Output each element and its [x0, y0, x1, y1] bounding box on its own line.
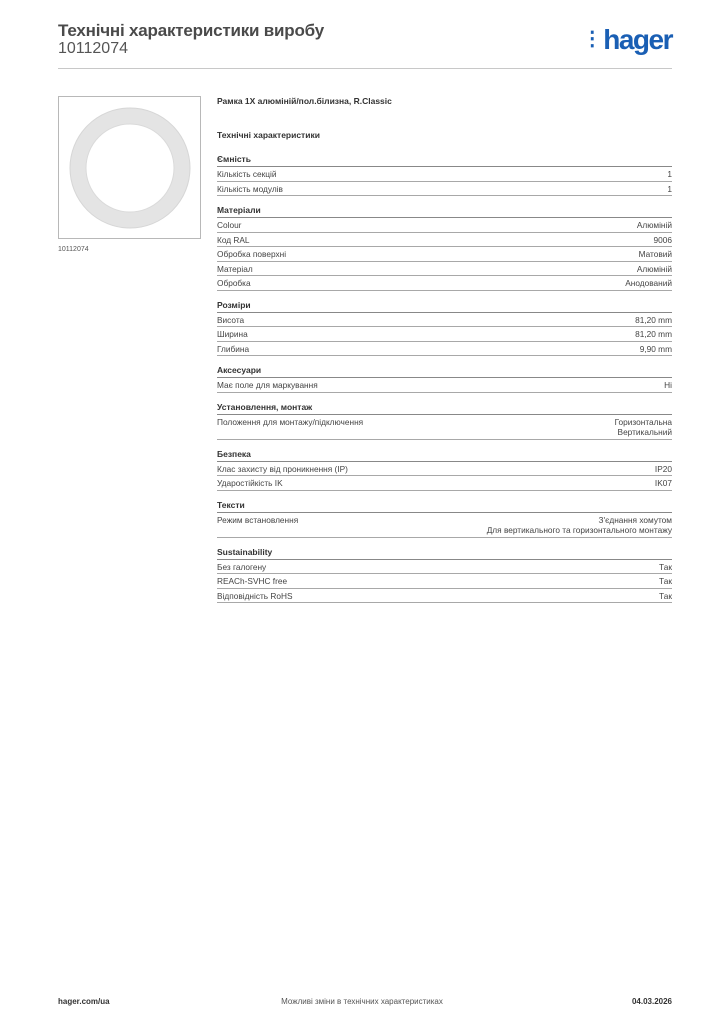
spec-value [640, 344, 672, 355]
section-title: Sustainability [217, 547, 672, 560]
spec-value-line: Так [659, 590, 672, 601]
frame-ring-image [68, 106, 192, 230]
logo-dots-icon: ⋮ [582, 28, 603, 50]
spec-row [217, 247, 672, 262]
spec-value-line: Для вертикального та горизонтального монтажу [486, 525, 672, 535]
spec-value-line: Ні [664, 380, 672, 390]
spec-value-line: 9,90 mm [639, 343, 672, 354]
spec-value-line: Алюміній [636, 263, 672, 274]
spec-value [487, 515, 672, 536]
spec-section [217, 449, 672, 491]
section-title: Розміри [217, 300, 672, 313]
spec-section [217, 547, 672, 604]
spec-value-line: Вертикальний [617, 427, 672, 437]
spec-row [217, 182, 672, 197]
hager-logo [582, 24, 672, 55]
spec-row [217, 462, 672, 477]
spec-label: Обробка [217, 278, 251, 288]
spec-row [217, 342, 672, 357]
footer-disclaimer: Можливі зміни в технічних характеристиках [281, 997, 443, 1006]
spec-value [625, 278, 672, 289]
spec-row [217, 574, 672, 589]
spec-value [659, 576, 672, 587]
spec-value-line: Матовий [638, 249, 672, 259]
spec-section [217, 365, 672, 393]
section-title: Тексти [217, 500, 672, 513]
spec-label: Висота [217, 314, 245, 325]
spec-value [655, 464, 672, 475]
logo-text: hager [603, 24, 672, 55]
image-caption: 10112074 [58, 246, 89, 253]
spec-value-line: Горизонтальна [614, 416, 672, 427]
spec-row [217, 513, 672, 538]
spec-section [217, 402, 672, 440]
spec-sections [217, 154, 672, 603]
footer-website: hager.com/ua [58, 997, 110, 1006]
page-title: Технічні характеристики виробу [58, 21, 324, 40]
section-title: Аксесуари [217, 365, 672, 378]
spec-value [635, 315, 672, 326]
spec-content [217, 96, 672, 612]
section-title: Установлення, монтаж [217, 402, 672, 415]
spec-label: Код RAL [217, 234, 250, 245]
spec-value-line: 1 [667, 169, 672, 179]
spec-value-line: 81,20 mm [635, 314, 672, 325]
spec-value [667, 184, 672, 195]
spec-row [217, 476, 672, 491]
spec-label: Без галогену [217, 561, 267, 572]
spec-label: Colour [217, 220, 242, 230]
spec-value [664, 380, 672, 391]
section-title: Ємність [217, 154, 672, 167]
spec-label: Положення для монтажу/підключення [217, 416, 364, 427]
spec-value-line: Алюміній [636, 220, 672, 230]
tech-specs-heading: Технічні характеристики [217, 130, 320, 140]
spec-label: Кількість секцій [217, 169, 277, 179]
spec-label: Ширина [217, 329, 248, 339]
spec-label: Режим встановлення [217, 514, 299, 525]
spec-value-line: IP20 [654, 463, 672, 474]
spec-label: Ударостійкість IK [217, 478, 283, 488]
spec-value [654, 235, 672, 246]
spec-row [217, 327, 672, 342]
spec-section [217, 154, 672, 196]
header-divider [58, 68, 672, 69]
spec-row [217, 313, 672, 328]
spec-value [615, 417, 672, 438]
spec-row [217, 560, 672, 575]
spec-value-line: Так [659, 576, 672, 586]
section-title: Безпека [217, 449, 672, 462]
spec-label: Клас захисту від проникнення (IP) [217, 463, 348, 474]
spec-value [659, 591, 672, 602]
spec-value-line: 9006 [653, 234, 672, 245]
spec-value [667, 169, 672, 180]
product-title: Рамка 1Х алюміній/пол.білизна, R.Classic [217, 96, 392, 106]
spec-label: Має поле для маркування [217, 380, 318, 390]
spec-row [217, 589, 672, 604]
spec-label: Обробка поверхні [217, 249, 287, 259]
spec-value [639, 249, 672, 260]
spec-value [655, 478, 672, 489]
spec-row [217, 167, 672, 182]
spec-value [637, 264, 672, 275]
spec-value-line: IK07 [654, 478, 672, 488]
product-image [58, 96, 201, 239]
spec-row [217, 276, 672, 291]
footer-date: 04.03.2026 [631, 997, 672, 1006]
spec-row [217, 262, 672, 277]
spec-value-line: 1 [667, 183, 672, 194]
spec-row [217, 415, 672, 440]
spec-value-line: З'єднання хомутом [598, 514, 672, 525]
spec-row [217, 233, 672, 248]
spec-label: Матеріал [217, 263, 253, 274]
spec-value [635, 329, 672, 340]
product-code: 10112074 [58, 40, 128, 57]
spec-value [659, 562, 672, 573]
spec-value-line: Так [659, 561, 672, 572]
spec-value-line: Анодований [625, 278, 672, 288]
spec-row [217, 378, 672, 393]
spec-section [217, 500, 672, 538]
spec-value [637, 220, 672, 231]
spec-label: Глибина [217, 343, 250, 354]
spec-value-line: 81,20 mm [635, 329, 672, 339]
section-title: Матеріали [217, 205, 672, 218]
spec-section [217, 205, 672, 291]
spec-label: Відповідність RoHS [217, 590, 293, 601]
spec-row [217, 218, 672, 233]
spec-section [217, 300, 672, 357]
spec-label: REACh-SVHC free [217, 576, 288, 586]
spec-label: Кількість модулів [217, 183, 283, 194]
